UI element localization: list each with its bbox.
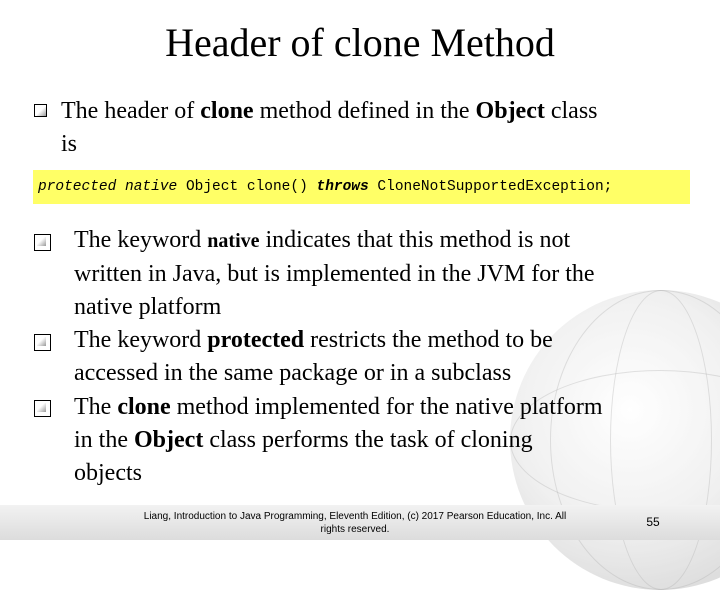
bullet-icon [34,234,51,251]
bullet-native-keyword: native [207,230,260,252]
intro-suffix: class [544,98,598,124]
bullet-protected [74,324,714,390]
bullet-clone [74,391,714,490]
code-method: clone() [246,179,308,195]
bullet-native [74,224,714,324]
code-object-type: Object [185,179,239,195]
intro-clone-word: clone [200,98,254,124]
intro-prefix: The header of [61,98,201,124]
bullet-protected-line2: accessed in the same package or in a subclass [74,360,512,386]
bullet-protected-prefix: The keyword [74,327,208,353]
code-snippet [33,170,690,204]
intro-middle: method defined in the [253,98,476,124]
intro-object-word: Object [475,98,545,124]
bullet-clone-rest: method implemented for the native platform [170,394,603,420]
code-protected-keyword: protected [38,179,117,195]
slide-title: Header of clone Method [165,20,555,65]
bullet-clone-line2-prefix: in the [74,427,134,453]
bullet-clone-object-keyword: Object [134,427,204,453]
intro-line2: is [61,131,78,157]
bullet-native-line2: written in Java, but is implemented in the JVM for the [74,261,595,287]
copyright-line2: rights reserved. [320,524,390,535]
bullet-protected-keyword: protected [207,327,305,353]
bullet-clone-prefix: The [74,394,118,420]
bullet-icon [34,400,51,417]
copyright-footer [130,510,580,536]
code-native-keyword: native [125,179,178,195]
bullet-icon [34,104,47,117]
code-throws-keyword: throws [316,179,369,195]
bullet-icon [34,334,51,351]
bullet-native-rest: indicates that this method is not [259,227,571,253]
page-number: 55 [646,515,660,529]
copyright-line1: Liang, Introduction to Java Programming, Eleventh Edition, (c) 2017 Pearson Education, Inc. All [143,511,567,522]
bullet-clone-line2-rest: class performs the task of cloning [203,427,533,453]
bullet-protected-rest: restricts the method to be [304,327,553,353]
bullet-clone-line3: objects [74,460,142,486]
bullet-native-prefix: The keyword [74,227,208,253]
intro-text [61,95,701,161]
bullet-native-line3: native platform [74,294,222,320]
code-exception: CloneNotSupportedException; [377,179,613,195]
bullet-clone-keyword: clone [117,394,171,420]
